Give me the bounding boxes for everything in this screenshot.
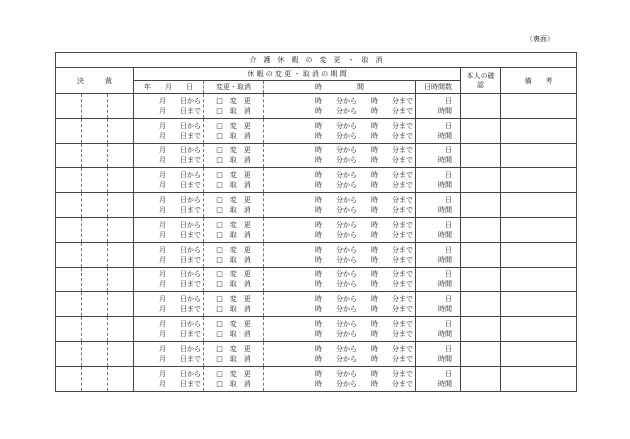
day-unit: 日 — [445, 320, 452, 329]
confirm-cell[interactable] — [461, 143, 501, 168]
remarks-cell[interactable] — [501, 317, 577, 342]
duration-cell[interactable] — [416, 217, 461, 242]
approval-cell[interactable] — [56, 118, 82, 143]
confirm-cell[interactable] — [461, 366, 501, 391]
time-to-text: 時 分から 時 分まで — [315, 206, 413, 215]
hours-unit: 時間 — [438, 280, 452, 289]
duration-cell[interactable] — [416, 366, 461, 391]
change-cancel-header: 変更・取消 — [204, 81, 264, 94]
hours-unit: 時間 — [438, 181, 452, 190]
date-from-text: 月 日から — [159, 171, 201, 180]
approval-cell[interactable] — [108, 143, 134, 168]
confirm-header: 本人の確 認 — [461, 68, 501, 94]
confirm-cell[interactable] — [461, 341, 501, 366]
cancel-checkbox[interactable]: □ 取 消 — [216, 106, 251, 115]
confirm-cell[interactable] — [461, 317, 501, 342]
date-from-text: 月 日から — [159, 196, 201, 205]
hours-unit: 時間 — [438, 156, 452, 165]
date-from-text: 月 日から — [159, 96, 201, 105]
day-unit: 日 — [445, 270, 452, 279]
cancel-checkbox[interactable]: □ 取 消 — [216, 354, 251, 363]
duration-cell[interactable] — [416, 193, 461, 218]
change-checkbox[interactable]: □ 変 更 — [216, 245, 251, 254]
cancel-checkbox[interactable]: □ 取 消 — [216, 131, 251, 140]
time-to-text: 時 分から 時 分まで — [315, 354, 413, 363]
cancel-checkbox[interactable]: □ 取 消 — [216, 330, 251, 339]
date-from-text: 月 日から — [159, 121, 201, 130]
date-cell[interactable] — [134, 317, 204, 342]
remarks-cell[interactable] — [501, 292, 577, 317]
table-row — [56, 267, 577, 292]
date-cell[interactable] — [134, 292, 204, 317]
change-checkbox[interactable]: □ 変 更 — [216, 121, 251, 130]
cancel-checkbox[interactable]: □ 取 消 — [216, 206, 251, 215]
time-from-text: 時 分から 時 分まで — [315, 121, 413, 130]
date-from-text: 月 日から — [159, 295, 201, 304]
confirm-cell[interactable] — [461, 267, 501, 292]
day-unit: 日 — [445, 245, 452, 254]
time-to-text: 時 分から 時 分まで — [315, 230, 413, 239]
change-cancel-cell[interactable] — [204, 168, 264, 193]
duration-cell[interactable] — [416, 143, 461, 168]
date-from-text: 月 日から — [159, 220, 201, 229]
date-to-text: 月 日まで — [159, 106, 201, 115]
approval-cell[interactable] — [108, 317, 134, 342]
approval-cell[interactable] — [82, 168, 108, 193]
table-row — [56, 366, 577, 391]
approval-cell[interactable] — [82, 118, 108, 143]
approval-cell[interactable] — [82, 292, 108, 317]
time-to-text: 時 分から 時 分まで — [315, 156, 413, 165]
approval-cell[interactable] — [82, 143, 108, 168]
cancel-checkbox[interactable]: □ 取 消 — [216, 230, 251, 239]
date-to-text: 月 日まで — [159, 156, 201, 165]
approval-cell[interactable] — [82, 242, 108, 267]
remarks-header: 備 考 — [501, 68, 577, 94]
hours-unit: 時間 — [438, 230, 452, 239]
period-header: 休 暇 の 変 更 ・ 取 消 の 期 間 — [134, 68, 461, 81]
time-from-text: 時 分から 時 分まで — [315, 245, 413, 254]
date-cell[interactable] — [134, 217, 204, 242]
approval-cell[interactable] — [82, 94, 108, 119]
time-from-text: 時 分から 時 分まで — [315, 96, 413, 105]
duration-cell[interactable] — [416, 317, 461, 342]
hours-unit: 時間 — [438, 354, 452, 363]
confirm-cell[interactable] — [461, 292, 501, 317]
time-from-text: 時 分から 時 分まで — [315, 369, 413, 378]
day-unit: 日 — [445, 196, 452, 205]
approval-cell[interactable] — [56, 341, 82, 366]
remarks-cell[interactable] — [501, 242, 577, 267]
remarks-cell[interactable] — [501, 143, 577, 168]
date-to-text: 月 日まで — [159, 255, 201, 264]
time-cell[interactable] — [264, 217, 416, 242]
time-cell[interactable] — [264, 193, 416, 218]
change-checkbox[interactable]: □ 変 更 — [216, 295, 251, 304]
time-cell[interactable] — [264, 118, 416, 143]
hours-unit: 時間 — [438, 255, 452, 264]
day-unit: 日 — [445, 369, 452, 378]
change-checkbox[interactable]: □ 変 更 — [216, 96, 251, 105]
time-cell[interactable] — [264, 94, 416, 119]
time-to-text: 時 分から 時 分まで — [315, 131, 413, 140]
hours-unit: 時間 — [438, 305, 452, 314]
date-cell[interactable] — [134, 341, 204, 366]
table-row — [56, 168, 577, 193]
date-cell[interactable] — [134, 366, 204, 391]
duration-cell[interactable] — [416, 242, 461, 267]
leave-change-table — [55, 52, 577, 392]
table-row — [56, 341, 577, 366]
table-row — [56, 118, 577, 143]
approval-cell[interactable] — [56, 94, 82, 119]
date-cell[interactable] — [134, 168, 204, 193]
approval-cell[interactable] — [82, 366, 108, 391]
confirm-cell[interactable] — [461, 193, 501, 218]
approval-cell[interactable] — [108, 168, 134, 193]
confirm-cell[interactable] — [461, 168, 501, 193]
cancel-checkbox[interactable]: □ 取 消 — [216, 305, 251, 314]
change-cancel-cell[interactable] — [204, 267, 264, 292]
date-from-text: 月 日から — [159, 146, 201, 155]
remarks-cell[interactable] — [501, 168, 577, 193]
day-unit: 日 — [445, 344, 452, 353]
time-cell[interactable] — [264, 242, 416, 267]
decision-header: 決 裁 — [56, 68, 134, 94]
confirm-cell[interactable] — [461, 217, 501, 242]
hours-unit: 時間 — [438, 379, 452, 388]
time-to-text: 時 分から 時 分まで — [315, 330, 413, 339]
duration-cell[interactable] — [416, 267, 461, 292]
date-from-text: 月 日から — [159, 245, 201, 254]
change-checkbox[interactable]: □ 変 更 — [216, 270, 251, 279]
duration-cell[interactable] — [416, 118, 461, 143]
approval-cell[interactable] — [82, 341, 108, 366]
change-cancel-cell[interactable] — [204, 317, 264, 342]
date-to-text: 月 日まで — [159, 206, 201, 215]
confirm-cell[interactable] — [461, 94, 501, 119]
cancel-checkbox[interactable]: □ 取 消 — [216, 156, 251, 165]
cancel-checkbox[interactable]: □ 取 消 — [216, 181, 251, 190]
change-cancel-cell[interactable] — [204, 193, 264, 218]
remarks-cell[interactable] — [501, 341, 577, 366]
approval-cell[interactable] — [56, 317, 82, 342]
change-checkbox[interactable]: □ 変 更 — [216, 171, 251, 180]
approval-cell[interactable] — [56, 242, 82, 267]
approval-cell[interactable] — [82, 217, 108, 242]
change-checkbox[interactable]: □ 変 更 — [216, 196, 251, 205]
duration-cell[interactable] — [416, 292, 461, 317]
day-unit: 日 — [445, 171, 452, 180]
hours-unit: 時間 — [438, 131, 452, 140]
approval-cell[interactable] — [56, 217, 82, 242]
change-checkbox[interactable]: □ 変 更 — [216, 220, 251, 229]
date-to-text: 月 日まで — [159, 330, 201, 339]
date-from-text: 月 日から — [159, 270, 201, 279]
time-to-text: 時 分から 時 分まで — [315, 379, 413, 388]
approval-cell[interactable] — [108, 366, 134, 391]
confirm-cell[interactable] — [461, 242, 501, 267]
time-from-text: 時 分から 時 分まで — [315, 146, 413, 155]
approval-cell[interactable] — [108, 292, 134, 317]
time-to-text: 時 分から 時 分まで — [315, 106, 413, 115]
change-cancel-cell[interactable] — [204, 217, 264, 242]
time-cell[interactable] — [264, 292, 416, 317]
time-to-text: 時 分から 時 分まで — [315, 181, 413, 190]
change-cancel-cell[interactable] — [204, 143, 264, 168]
remarks-cell[interactable] — [501, 94, 577, 119]
time-cell[interactable] — [264, 143, 416, 168]
day-unit: 日 — [445, 96, 452, 105]
remarks-cell[interactable] — [501, 217, 577, 242]
time-to-text: 時 分から 時 分まで — [315, 255, 413, 264]
day-unit: 日 — [445, 121, 452, 130]
remarks-cell[interactable] — [501, 267, 577, 292]
change-checkbox[interactable]: □ 変 更 — [216, 369, 251, 378]
confirm-cell[interactable] — [461, 118, 501, 143]
approval-cell[interactable] — [82, 317, 108, 342]
table-row — [56, 242, 577, 267]
change-cancel-cell[interactable] — [204, 366, 264, 391]
change-checkbox[interactable]: □ 変 更 — [216, 146, 251, 155]
remarks-cell[interactable] — [501, 366, 577, 391]
date-to-text: 月 日まで — [159, 379, 201, 388]
time-from-text: 時 分から 時 分まで — [315, 344, 413, 353]
time-from-text: 時 分から 時 分まで — [315, 320, 413, 329]
table-row — [56, 143, 577, 168]
time-from-text: 時 分から 時 分まで — [315, 171, 413, 180]
days-hours-header: 日時間数 — [416, 81, 461, 94]
approval-cell[interactable] — [108, 94, 134, 119]
date-to-text: 月 日まで — [159, 181, 201, 190]
hours-unit: 時間 — [438, 206, 452, 215]
time-cell[interactable] — [264, 341, 416, 366]
table-row — [56, 292, 577, 317]
table-row — [56, 193, 577, 218]
change-cancel-cell[interactable] — [204, 118, 264, 143]
date-cell[interactable] — [134, 94, 204, 119]
time-from-text: 時 分から 時 分まで — [315, 295, 413, 304]
date-from-text: 月 日から — [159, 344, 201, 353]
day-unit: 日 — [445, 295, 452, 304]
remarks-cell[interactable] — [501, 118, 577, 143]
approval-cell[interactable] — [108, 118, 134, 143]
change-checkbox[interactable]: □ 変 更 — [216, 344, 251, 353]
remarks-cell[interactable] — [501, 193, 577, 218]
table-row — [56, 94, 577, 119]
approval-cell[interactable] — [82, 193, 108, 218]
time-cell[interactable] — [264, 317, 416, 342]
duration-cell[interactable] — [416, 341, 461, 366]
date-from-text: 月 日から — [159, 320, 201, 329]
change-cancel-cell[interactable] — [204, 242, 264, 267]
time-cell[interactable] — [264, 267, 416, 292]
day-unit: 日 — [445, 146, 452, 155]
approval-cell[interactable] — [108, 193, 134, 218]
date-to-text: 月 日まで — [159, 131, 201, 140]
approval-cell[interactable] — [82, 267, 108, 292]
date-to-text: 月 日まで — [159, 354, 201, 363]
date-cell[interactable] — [134, 242, 204, 267]
day-unit: 日 — [445, 220, 452, 229]
date-from-text: 月 日から — [159, 369, 201, 378]
approval-cell[interactable] — [108, 341, 134, 366]
page-side-label: （裏面） — [526, 35, 554, 43]
date-cell[interactable] — [134, 118, 204, 143]
change-cancel-cell[interactable] — [204, 94, 264, 119]
approval-cell[interactable] — [56, 193, 82, 218]
change-cancel-cell[interactable] — [204, 341, 264, 366]
time-from-text: 時 分から 時 分まで — [315, 220, 413, 229]
date-to-text: 月 日まで — [159, 280, 201, 289]
cancel-checkbox[interactable]: □ 取 消 — [216, 255, 251, 264]
time-from-text: 時 分から 時 分まで — [315, 270, 413, 279]
approval-cell[interactable] — [56, 143, 82, 168]
table-row — [56, 317, 577, 342]
date-cell[interactable] — [134, 267, 204, 292]
date-to-text: 月 日まで — [159, 305, 201, 314]
ymd-header: 年 月 日 — [134, 81, 204, 94]
approval-cell[interactable] — [56, 292, 82, 317]
time-to-text: 時 分から 時 分まで — [315, 305, 413, 314]
approval-cell[interactable] — [56, 366, 82, 391]
duration-cell[interactable] — [416, 168, 461, 193]
approval-cell[interactable] — [108, 242, 134, 267]
approval-cell[interactable] — [108, 217, 134, 242]
change-checkbox[interactable]: □ 変 更 — [216, 320, 251, 329]
form-title: 介 護 休 暇 の 変 更 ・ 取 消 — [56, 53, 577, 68]
approval-cell[interactable] — [108, 267, 134, 292]
date-cell[interactable] — [134, 193, 204, 218]
time-to-text: 時 分から 時 分まで — [315, 280, 413, 289]
time-from-text: 時 分から 時 分まで — [315, 196, 413, 205]
date-cell[interactable] — [134, 143, 204, 168]
time-cell[interactable] — [264, 366, 416, 391]
time-cell[interactable] — [264, 168, 416, 193]
time-header: 時 間 — [264, 81, 416, 94]
date-to-text: 月 日まで — [159, 230, 201, 239]
change-cancel-cell[interactable] — [204, 292, 264, 317]
duration-cell[interactable] — [416, 94, 461, 119]
hours-unit: 時間 — [438, 330, 452, 339]
cancel-checkbox[interactable]: □ 取 消 — [216, 379, 251, 388]
cancel-checkbox[interactable]: □ 取 消 — [216, 280, 251, 289]
approval-cell[interactable] — [56, 168, 82, 193]
table-row — [56, 217, 577, 242]
hours-unit: 時間 — [438, 106, 452, 115]
approval-cell[interactable] — [56, 267, 82, 292]
